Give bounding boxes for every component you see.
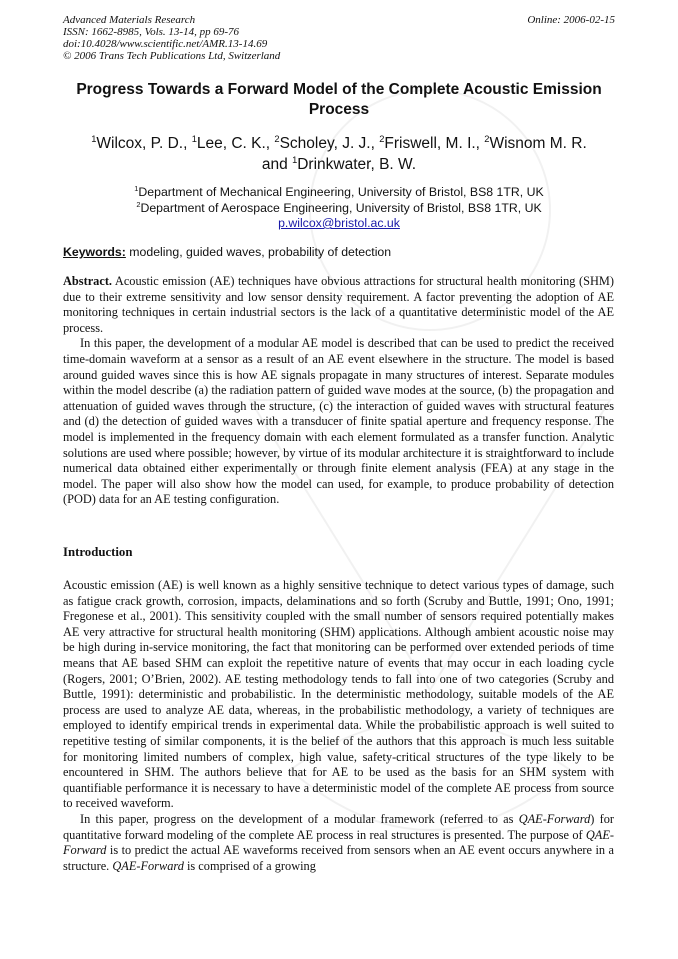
model-name-emphasis: QAE-Forward <box>112 858 184 873</box>
issn-line: ISSN: 1662-8985, Vols. 13-14, pp 69-76 <box>63 26 239 38</box>
author-list <box>63 133 615 175</box>
author-name: Wilcox, P. D., <box>96 135 192 152</box>
doi-line: doi:10.4028/www.scientific.net/AMR.13-14.69 <box>63 38 268 50</box>
model-name-emphasis: QAE-Forward <box>518 811 591 826</box>
affiliations <box>63 185 615 232</box>
author-name: Lee, C. K., <box>196 135 275 152</box>
journal-header <box>63 14 615 62</box>
intro-text-run: is to predict the actual AE waveforms received from sensors when an AE event occurs anywhere in a structure. <box>63 843 614 873</box>
author-affil-mark: 1 <box>191 133 197 144</box>
affiliation-mark: 2 <box>136 199 141 209</box>
author-name: Drinkwater, B. W. <box>297 156 417 173</box>
keywords-label: Keywords: <box>63 245 126 259</box>
author-affil-mark: 1 <box>292 154 298 165</box>
affiliation-text: Department of Aerospace Engineering, University of Bristol, BS8 1TR, UK <box>140 200 542 215</box>
author-name: Friswell, M. I., <box>384 135 485 152</box>
abstract-text-1: Acoustic emission (AE) techniques have obvious attractions for structural health monitoring (SHM) due to their extreme sensitivity and low sensor density requirement. A factor preventing the adoption of AE monitoring techniques in certain industrial sectors is the lack of a quantitative deterministic model of the AE process. <box>63 274 614 335</box>
author-conjunction: and <box>261 156 293 173</box>
affiliation-1 <box>63 185 615 201</box>
model-name-emphasis: QAE-Forward <box>63 827 614 858</box>
author-affil-mark: 2 <box>379 133 385 144</box>
introduction-paragraph-1: Acoustic emission (AE) is well known as a highly sensitive technique to detect various types of damage, such as fatigue crack growth, corrosion, impacts, delaminations and so forth (Scruby and Buttle, 1991; Ono, 1991; Fregonese et al., 2001). This sensitivity coupled with the small number of sensors required potentially makes AE very attractive for structural health monitoring (SHM) applications. Although ambient acoustic noise may be high during in-service monitoring, the fact that monitoring can be performed over extended periods of time means that AE based SHM can exploit the repetitive nature of events that may occur in each loading cycle (Rogers, 2001; O’Brien, 2002). AE testing methodology tends to fall into one of two categories (Scruby and Buttle, 1991): deterministic and probabilistic. In the deterministic methodology, suitable models of the AE process are used to analyze AE data, whereas, in the probabilistic methodology, a variety of techniques are employed to identify empirical trends in experimental data. While the probabilistic approach is well suited to repetitive testing of similar components, it is the belief of the authors that this approach is much less suitable for monitoring limited numbers of complex, high value, safety-critical structures of the type likely to be encountered in SHM. The authors believe that for AE to be used as the basis for an SHM system with quantifiable performance it is necessary to have a deterministic model of the complete AE process from source to received waveform. <box>63 578 614 811</box>
introduction-section <box>63 578 614 874</box>
affiliation-text: Department of Mechanical Engineering, University of Bristol, BS8 1TR, UK <box>138 185 544 199</box>
online-date: Online: 2006-02-15 <box>527 14 615 26</box>
intro-text-run: In this paper, progress on the development of a modular framework (referred to as <box>80 811 519 826</box>
abstract-paragraph-1 <box>63 274 614 336</box>
intro-text-run: is comprised of a growing <box>183 858 316 873</box>
author-affil-mark: 2 <box>274 133 280 144</box>
keywords-text: modeling, guided waves, probability of detection <box>125 245 392 259</box>
introduction-paragraph-2 <box>63 812 614 874</box>
intro-text-run: ) for quantitative forward modeling of the complete AE process in real structures is presented. The purpose of <box>63 811 615 842</box>
copyright-line: © 2006 Trans Tech Publications Ltd, Switzerland <box>63 50 281 62</box>
author-name: Scholey, J. J., <box>279 135 380 152</box>
affiliation-2 <box>63 201 615 217</box>
journal-name: Advanced Materials Research <box>63 14 196 26</box>
author-affil-mark: 2 <box>484 133 490 144</box>
affiliation-mark: 1 <box>134 183 139 193</box>
abstract-section <box>63 274 614 508</box>
email-link[interactable]: p.wilcox@bristol.ac.uk <box>278 216 400 230</box>
abstract-paragraph-2: In this paper, the development of a modular AE model is described that can be used to predict the received time-domain waveform at a sensor as a result of an AE event elsewhere in the structure. The model is based around guided waves since this is how AE signals propagate in many structures of interest. Separate modules within the model describe (a) the radiation pattern of guided wave modes at the source, (b) the propagation and attenuation of guided waves through the structure, (c) the interaction of guided waves with structural features and (d) the detection of guided waves with a transducer of finite spatial aperture and frequency response. The model is implemented in the frequency domain with each element formulated as a transfer function. Analytic solutions are used where possible; however, by virtue of its modular architecture it is straightforward to include numerical data obtained either experimentally or through finite element analysis (FEA) at any stage in the model. The paper will also show how the model can used, for example, to produce probability of detection (POD) data for an AE testing configuration. <box>63 336 614 507</box>
paper-title: Progress Towards a Forward Model of the Complete Acoustic Emission Process <box>76 81 602 118</box>
introduction-heading: Introduction <box>63 545 133 559</box>
keywords <box>63 245 615 259</box>
abstract-label: Abstract. <box>63 274 113 288</box>
author-affil-mark: 1 <box>91 133 97 144</box>
author-name: Wisnom M. R. <box>489 135 587 152</box>
